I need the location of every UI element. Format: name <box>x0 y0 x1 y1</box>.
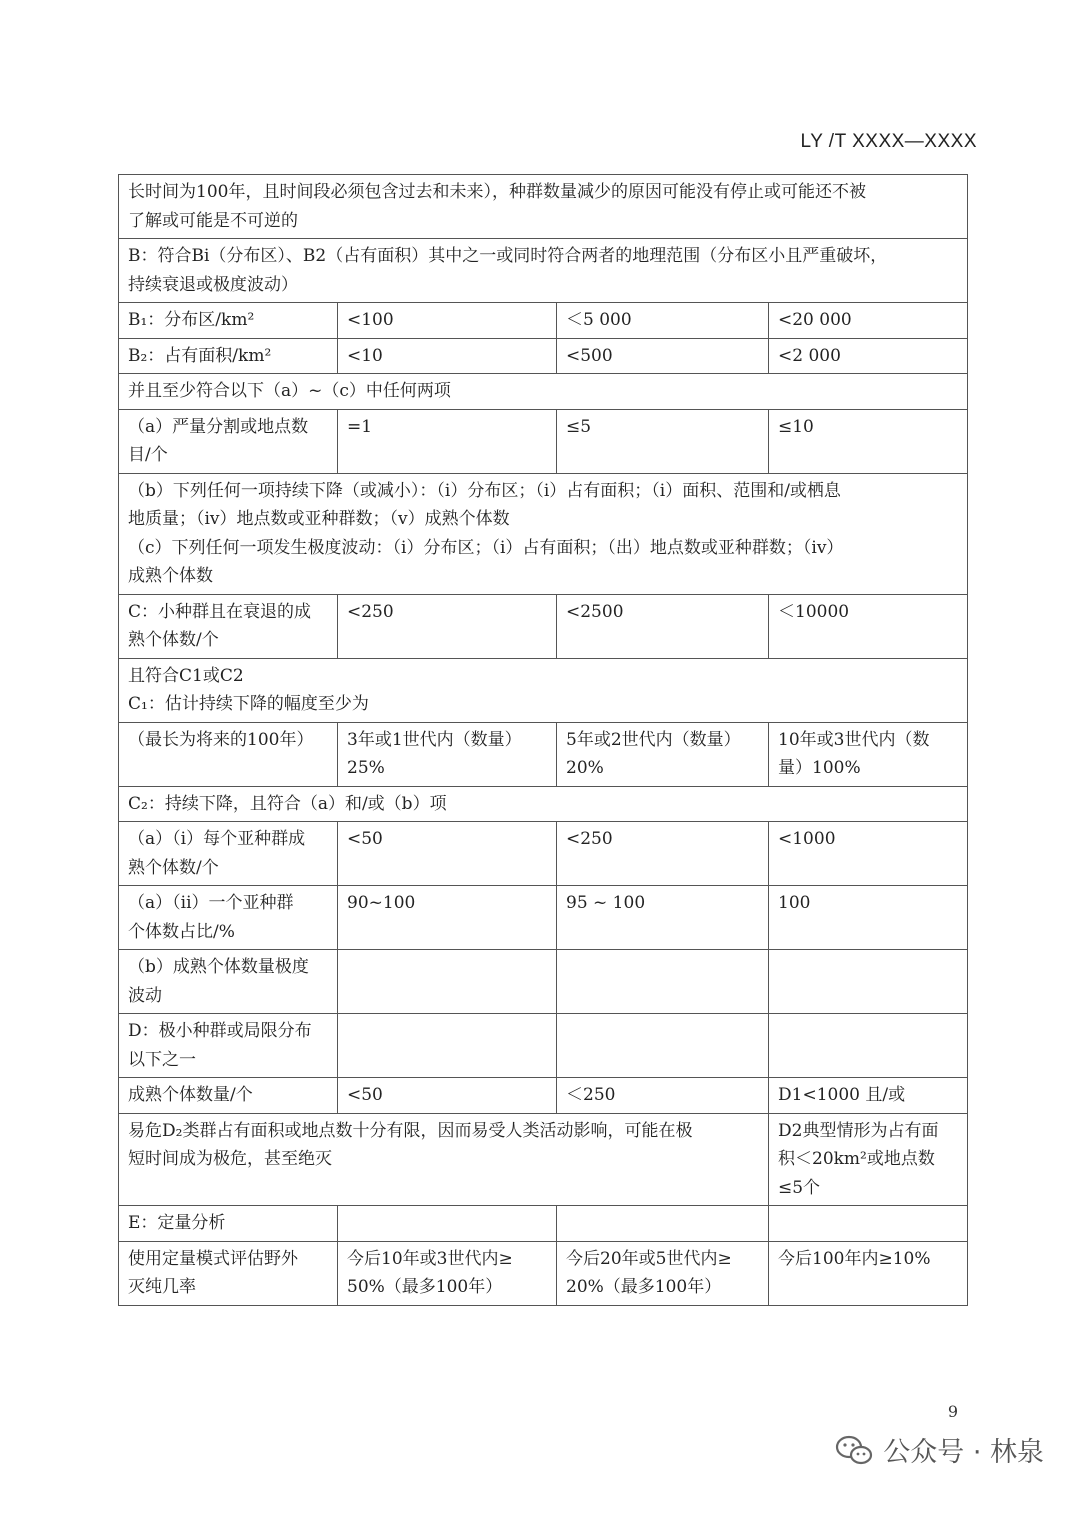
table-cell: 90~100 <box>338 886 557 950</box>
table-cell: 今后100年内≥10% <box>769 1241 968 1305</box>
cell-text: （a）（i）每个亚种群成 <box>128 829 306 849</box>
cell-text: （a）（ii）一个亚种群 <box>128 893 294 913</box>
table-cell: <10 <box>338 338 557 374</box>
cell-text: B：符合Bi（分布区）、B2（占有面积）其中之一或同时符合两者的地理范围（分布区小且严重破坏， <box>128 246 888 266</box>
table-cell: <2 000 <box>769 338 968 374</box>
table-cell <box>769 950 968 1014</box>
table-row <box>119 1241 968 1305</box>
table-cell: ＜10000 <box>769 594 968 658</box>
row-label: 成熟个体数量/个 <box>119 1078 338 1114</box>
table-row <box>119 409 968 473</box>
cell-text: 积＜20km²或地点数 <box>778 1149 935 1169</box>
cell-text: 且符合C1或C2 <box>128 665 244 686</box>
row-label: E：定量分析 <box>119 1206 338 1242</box>
cell-text: （c）下列任何一项发生极度波动：（i）分布区；（i）占有面积；（出）地点数或亚种群数；（iv） <box>128 537 844 558</box>
cell-text: 灭纯几率 <box>128 1277 196 1297</box>
table-cell: ＜5 000 <box>557 303 769 339</box>
row-label <box>119 594 338 658</box>
cell-text: 持续衰退或极度波动） <box>128 274 298 295</box>
table-cell: <250 <box>338 594 557 658</box>
watermark <box>835 1430 1044 1469</box>
row-label <box>119 822 338 886</box>
table-row <box>119 473 968 594</box>
wechat-icon <box>835 1434 873 1466</box>
row-label: B₁：分布区/km² <box>119 303 338 339</box>
table-cell <box>557 722 769 786</box>
cell-text: 今后10年或3世代内≥ <box>347 1248 513 1269</box>
row-label <box>119 1014 338 1078</box>
cell-text: C₁：估计持续下降的幅度至少为 <box>128 694 369 714</box>
cell-text: 易危D₂类群占有面积或地点数十分有限，因而易受人类活动影响，可能在极 <box>128 1120 693 1141</box>
table-row <box>119 239 968 303</box>
table-cell: 95 ~ 100 <box>557 886 769 950</box>
table-cell <box>119 1113 769 1206</box>
cell-text: 量）100% <box>778 758 861 778</box>
table-row <box>119 658 968 722</box>
cell-text: 个体数占比/% <box>128 921 235 942</box>
cell-text: 20% <box>566 758 604 778</box>
table-cell: <100 <box>338 303 557 339</box>
table-row <box>119 886 968 950</box>
table-cell: 100 <box>769 886 968 950</box>
cell-text: D：极小种群或局限分布 <box>128 1021 312 1041</box>
cell-text: 波动 <box>128 985 162 1006</box>
cell-text: 10年或3世代内（数 <box>778 729 930 750</box>
cell-text: D2典型情形为占有面 <box>778 1120 939 1141</box>
table-cell: <2500 <box>557 594 769 658</box>
table-row <box>119 722 968 786</box>
table-row <box>119 1014 968 1078</box>
table-cell <box>557 1206 769 1242</box>
row-label: B₂：占有面积/km² <box>119 338 338 374</box>
cell-text: （a）严量分割或地点数 <box>128 416 309 437</box>
table-cell: ≤5 <box>557 409 769 473</box>
table-cell: =1 <box>338 409 557 473</box>
table-row <box>119 950 968 1014</box>
table-cell <box>338 950 557 1014</box>
table-cell: ≤10 <box>769 409 968 473</box>
table-cell <box>769 1113 968 1206</box>
table-cell: ＜250 <box>557 1078 769 1114</box>
cell-text: （b）成熟个体数量极度 <box>128 957 309 977</box>
table-cell <box>557 1241 769 1305</box>
row-label <box>119 1241 338 1305</box>
table-row <box>119 1206 968 1242</box>
cell-text: C：小种群且在衰退的成 <box>128 601 312 622</box>
table-cell: 并且至少符合以下（a）~（c）中任何两项 <box>119 374 968 410</box>
table-cell <box>338 1241 557 1305</box>
table-cell: <50 <box>338 822 557 886</box>
cell-text: 成熟个体数 <box>128 566 213 586</box>
table-cell: <250 <box>557 822 769 886</box>
cell-text: 短时间成为极危，甚至绝灭 <box>128 1149 332 1169</box>
table-cell <box>338 1014 557 1078</box>
table-cell <box>338 722 557 786</box>
cell-text: 了解或可能是不可逆的 <box>128 210 298 231</box>
document-code: LY /T XXXX—XXXX <box>800 131 977 152</box>
table-row <box>119 303 968 339</box>
cell-text: 目/个 <box>128 445 168 465</box>
table-row <box>119 1078 968 1114</box>
table-cell <box>119 239 968 303</box>
table-row <box>119 594 968 658</box>
cell-text: 今后20年或5世代内≥ <box>566 1248 732 1269</box>
cell-text: 以下之一 <box>128 1049 196 1070</box>
table-cell: C₂：持续下降，且符合（a）和/或（b）项 <box>119 786 968 822</box>
cell-text: 地质量；（iv）地点数或亚种群数；（v）成熟个体数 <box>128 509 510 529</box>
table-cell: D1<1000 且/或 <box>769 1078 968 1114</box>
cell-text: 20%（最多100年） <box>566 1277 722 1297</box>
row-label: （最长为将来的100年） <box>119 722 338 786</box>
table-row <box>119 374 968 410</box>
table-row <box>119 338 968 374</box>
table-cell: <1000 <box>769 822 968 886</box>
table-row <box>119 822 968 886</box>
table-cell <box>557 1014 769 1078</box>
cell-text: 长时间为100年，且时间段必须包含过去和未来），种群数量减少的原因可能没有停止或可能还不被 <box>128 182 866 202</box>
table-cell <box>557 950 769 1014</box>
table-cell <box>119 175 968 239</box>
cell-text: 熟个体数/个 <box>128 857 219 878</box>
table-row <box>119 175 968 239</box>
row-label <box>119 886 338 950</box>
row-label <box>119 950 338 1014</box>
cell-text: 50%（最多100年） <box>347 1277 503 1297</box>
cell-text: 25% <box>347 758 385 778</box>
table-cell <box>769 1014 968 1078</box>
cell-text: （b）下列任何一项持续下降（或减小）：（i）分布区；（i）占有面积；（i）面积、范围和/或栖息 <box>128 480 841 501</box>
table-cell <box>338 1206 557 1242</box>
page-number: 9 <box>947 1402 958 1421</box>
watermark-text: 公众号 · 林泉 <box>883 1437 1044 1468</box>
row-label <box>119 409 338 473</box>
table-cell <box>119 658 968 722</box>
cell-text: ≤5个 <box>778 1177 821 1198</box>
table-cell: <50 <box>338 1078 557 1114</box>
table-cell <box>119 473 968 594</box>
cell-text: 3年或1世代内（数量） <box>347 729 522 750</box>
table-row <box>119 1113 968 1206</box>
cell-text: 使用定量模式评估野外 <box>128 1248 298 1269</box>
table-cell <box>769 722 968 786</box>
cell-text: 5年或2世代内（数量） <box>566 729 741 750</box>
cell-text: 熟个体数/个 <box>128 630 219 650</box>
table-cell: <500 <box>557 338 769 374</box>
table-cell <box>769 1206 968 1242</box>
table-cell: <20 000 <box>769 303 968 339</box>
table-row <box>119 786 968 822</box>
criteria-table <box>118 174 968 1306</box>
